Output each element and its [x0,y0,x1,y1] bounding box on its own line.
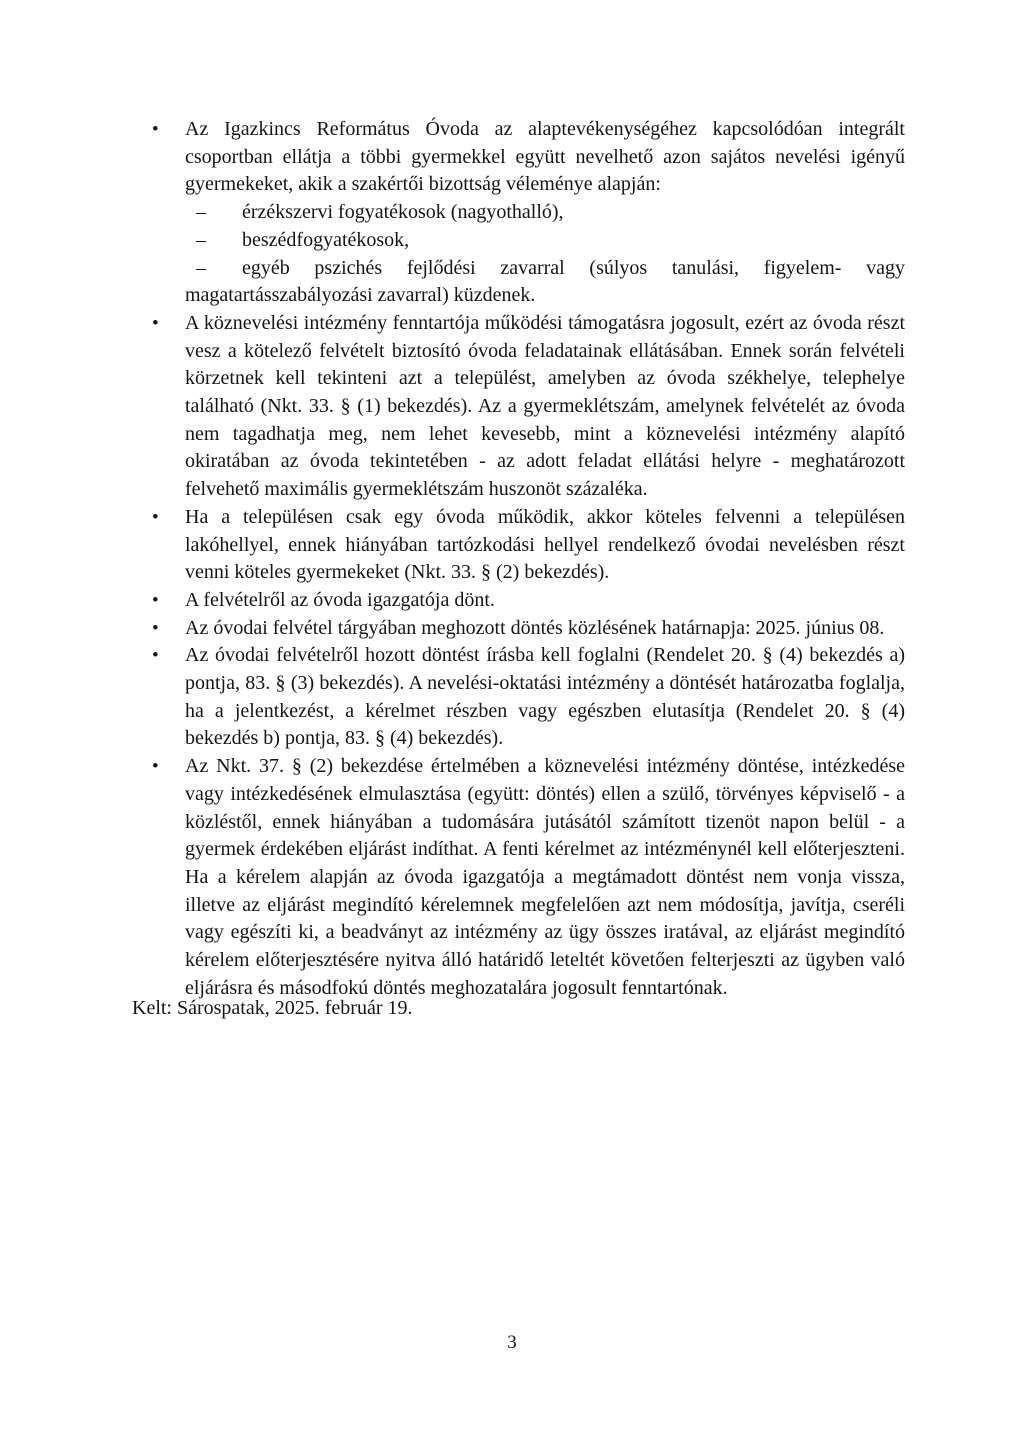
list-item-text: Az Nkt. 37. § (2) bekezdése értelmében a köznevelési intézmény döntése, intézkedése vagy intézkedésének elmulasztása (együtt: döntés) ellen a szülő, törvényes képviselő - a közléstől, ennek hiányában a tudomására jutásától számított tizenöt napon belül - a gyermek érdekében eljárást indíthat. A fenti kérelmet az intézménynél kell előterjeszteni. Ha a kérelem alapján az óvoda igazgatója a megtámadott döntést nem vonja vissza, illetve az eljárást megindító kérelemnek megfelelően azt nem módosítja, javítja, cseréli vagy egészíti ki, a beadványt az intézmény az ügy összes iratával, az eljárást megindító kérelem előterjesztésére nyitva álló határidő leteltét követően felterjeszti az ügyben való eljárásra és másodfokú döntés meghozatalára jogosult fenntartónak. [185,755,905,999]
bullet-icon: • [152,119,159,140]
list-item-text: érzékszervi fogyatékosok (nagyothalló), [242,201,564,224]
dash-icon: – [196,201,206,224]
bullet-list [152,116,905,1003]
list-item-text: Az óvodai felvétel tárgyában meghozott döntés közlésének határnapja: 2025. június 08. [185,616,885,639]
list-item [185,199,905,227]
list-item [152,116,905,199]
bullet-icon: • [152,589,159,611]
bullet-icon: • [152,617,159,639]
page-number: 3 [507,1332,517,1353]
list-item-text: A köznevelési intézmény fenntartója működési támogatásra jogosult, ezért az óvoda részt vesz a kötelező felvételt biztosító óvoda feladatainak ellátásában. Ennek során felvételi körzetnek kell tekinteni azt a települést, amelyben az óvoda székhelye, telephelye található (Nkt. 33. § (1) bekezdés). Az a gyermeklétszám, amelynek felvételét az óvoda nem tagadhatja meg, nem lehet kevesebb, mint a köznevelési intézmény alapító okiratában az óvoda tekintetében - az adott feladat ellátási helyre - meghatározott felvehető maximális gyermeklétszám huszonöt százaléka. [185,311,905,501]
dash-icon: – [196,228,206,251]
list-item [185,255,905,310]
dateline: Kelt: Sárospatak, 2025. február 19. [132,997,413,1019]
list-item-text: Az Igazkincs Református Óvoda az alaptevékenységéhez kapcsolódóan integrált csoportban ellátja a többi gyermekkel együtt nevelhető azon sajátos nevelési igényű gyermekeket, akik a szakértői bizottság véleménye alapján: [185,118,905,196]
list-item-text: Ha a településen csak egy óvoda működik, akkor köteles felvenni a településen lakóhellyel, ennek hiányában tartózkodási hellyel rendelkező óvodai nevelésben részt venni köteles gyermekeket (Nkt. 33. § (2) bekezdés). [185,505,905,584]
list-item-text: Az óvodai felvételről hozott döntést írásba kell foglalni (Rendelet 20. § (4) bekezdés a) pontja, 83. § (3) bekezdés). A nevelési-oktatási intézmény a döntését határozatba foglalja, ha a jelentkezést, a kérelmet részben vagy egészben elutasítja (Rendelet 20. § (4) bekezdés b) pontja, 83. § (4) bekezdés). [185,644,905,750]
list-item-text: beszédfogyatékosok, [242,228,410,251]
list-item-text: egyéb pszichés fejlődési zavarral (súlyos tanulási, figyelem- vagy magatartásszabályozási zavarral) küzdenek. [185,256,905,307]
list-item [185,227,905,255]
list-item [152,587,905,615]
list-item [152,504,905,587]
list-item [152,753,905,1002]
dash-icon: – [196,256,206,279]
bullet-icon: • [152,506,159,528]
bullet-icon: • [152,756,159,778]
list-item [152,310,905,504]
bullet-icon: • [152,645,159,667]
bullet-icon: • [152,312,159,334]
list-item [152,615,905,643]
list-item [152,642,905,753]
list-item-text: A felvételről az óvoda igazgatója dönt. [185,588,495,611]
